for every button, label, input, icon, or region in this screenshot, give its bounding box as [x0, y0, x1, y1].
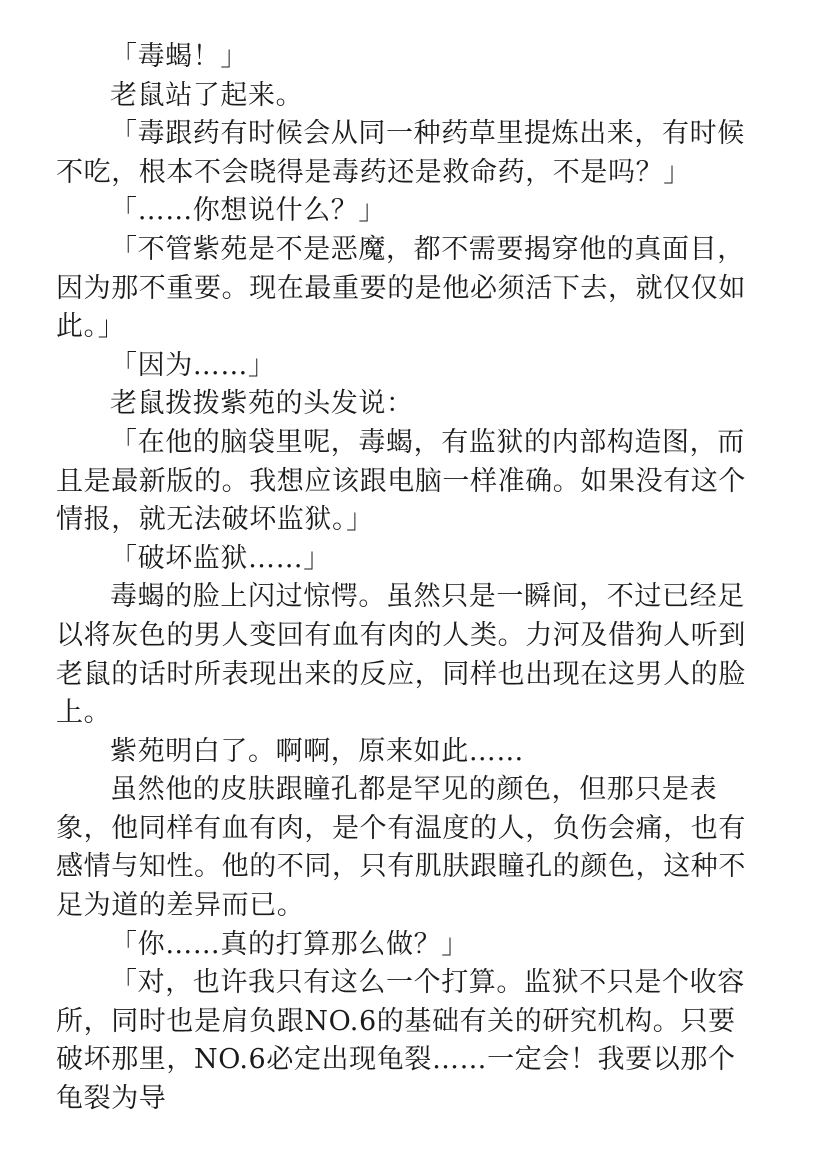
paragraph: 虽然他的皮肤跟瞳孔都是罕见的颜色，但那只是表象，他同样有血有肉，是个有温度的人，负伤会痛，也有感情与知性。他的不同，只有肌肤跟瞳孔的颜色，这种不足为道的差异而已。 [56, 774, 746, 922]
paragraph: 毒蝎的脸上闪过惊愕。虽然只是一瞬间，不过已经足以将灰色的男人变回有血有肉的人类。力河及借狗人听到老鼠的话时所表现出来的反应，同样也出现在这男人的脸上。 [56, 581, 746, 729]
paragraph: 「在他的脑袋里呢，毒蝎，有监狱的内部构造图，而且是最新版的。我想应该跟电脑一样准确。如果没有这个情报，就无法破坏监狱。」 [56, 426, 746, 536]
paragraph: 「毒蝎！」 [110, 41, 248, 72]
paragraph: 「……你想说什么？」 [110, 195, 386, 227]
paragraph: 紫苑明白了。啊啊，原来如此…… [110, 735, 524, 767]
body-text [56, 38, 756, 1119]
paragraph: 「对，也许我只有这么一个打算。监狱不只是个收容所，同时也是肩负跟NO.6的基础有关的研究机构。只要破坏那里，NO.6必定出现龟裂……一定会！我要以那个龟裂为导 [56, 967, 745, 1115]
paragraph: 「毒跟药有时候会从同一种药草里提炼出来，有时候不吃，根本不会晓得是毒药还是救命药，不是吗？」 [56, 118, 745, 188]
paragraph: 「因为……」 [110, 349, 276, 381]
paragraph: 老鼠站了起来。 [110, 79, 304, 111]
paragraph: 「不管紫苑是不是恶魔，都不需要揭穿他的真面目，因为那不重要。现在最重要的是他必须活下去，就仅仅如 此。」 [56, 233, 746, 343]
paragraph: 「你……真的打算那么做？」 [110, 928, 469, 960]
paragraph: 老鼠拨拨紫苑的头发说： [110, 388, 414, 420]
paragraph: 「破坏监狱……」 [110, 542, 331, 574]
